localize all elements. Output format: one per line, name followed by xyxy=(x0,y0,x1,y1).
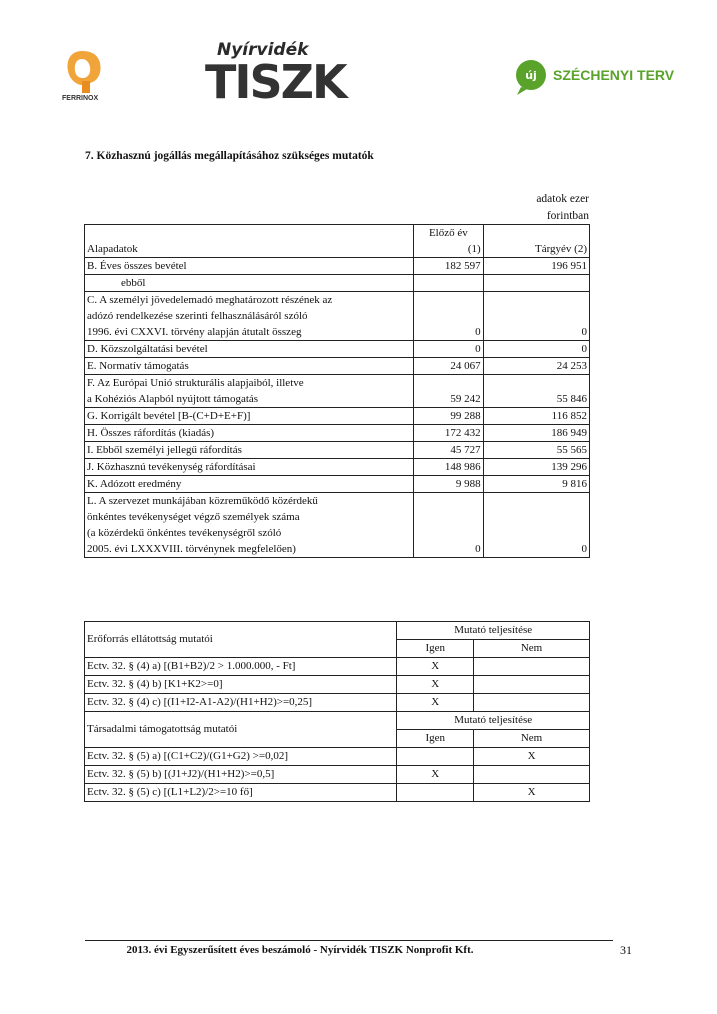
row-current-value: 9 816 xyxy=(483,476,589,493)
table-header-row xyxy=(85,225,590,258)
indicator-row xyxy=(85,748,590,766)
table-row xyxy=(85,459,590,476)
row-current-value: 186 949 xyxy=(483,425,589,442)
row-label-line: L. A szervezet munkájában közreműködő közérdekű xyxy=(87,495,318,507)
indicator-yes: X xyxy=(397,658,474,676)
row-label xyxy=(85,442,414,459)
row-label xyxy=(85,258,414,275)
section1-yes-header: Igen xyxy=(397,640,474,658)
section1-header-row xyxy=(85,622,590,640)
section2-header-row xyxy=(85,712,590,730)
units-line-1: adatok ezer xyxy=(536,193,589,205)
indicator-yes xyxy=(397,784,474,802)
row-label xyxy=(85,292,414,341)
row-current-value: 0 xyxy=(483,341,589,358)
row-current-value: 24 253 xyxy=(483,358,589,375)
table-row xyxy=(85,442,590,459)
table-row xyxy=(85,425,590,442)
row-label-line: 2005. évi LXXXVIII. törvénynek megfelelően) xyxy=(87,543,296,555)
indicator-yes: X xyxy=(397,676,474,694)
row-label xyxy=(85,459,414,476)
row-prev-value: 0 xyxy=(414,341,484,358)
indicator-row xyxy=(85,766,590,784)
row-prev-value: 172 432 xyxy=(414,425,484,442)
row-label-line: 1996. évi CXXVI. törvény alapján átutalt összeg xyxy=(87,326,302,338)
indicator-label: Ectv. 32. § (4) b) [K1+K2>=0] xyxy=(85,676,397,694)
indicator-label: Ectv. 32. § (4) a) [(B1+B2)/2 > 1.000.000, - Ft] xyxy=(85,658,397,676)
table-row xyxy=(85,275,590,292)
indicator-label: Ectv. 32. § (5) c) [(L1+L2)/2>=10 fő] xyxy=(85,784,397,802)
section1-no-header: Nem xyxy=(474,640,590,658)
row-label xyxy=(85,341,414,358)
indicator-row xyxy=(85,784,590,802)
row-label xyxy=(85,408,414,425)
basic-data-table xyxy=(84,224,590,558)
indicator-row xyxy=(85,676,590,694)
indicator-no: X xyxy=(474,784,590,802)
row-label xyxy=(85,476,414,493)
row-prev-value: 182 597 xyxy=(414,258,484,275)
row-current-value: 55 565 xyxy=(483,442,589,459)
indicator-row xyxy=(85,694,590,712)
row-current-value xyxy=(483,275,589,292)
header-prev xyxy=(414,225,484,258)
szechenyi-terv-text: SZÉCHENYI TERV xyxy=(553,67,675,83)
units-line-2: forintban xyxy=(546,210,589,222)
row-label-line: önkéntes tevékenységet végző személyek száma xyxy=(87,511,300,523)
footer-text: 2013. évi Egyszerűsített éves beszámoló - Nyírvidék TISZK Nonprofit Kft. xyxy=(126,944,474,956)
row-label-line: C. A személyi jövedelemadó meghatározott részének az xyxy=(87,294,333,306)
table-row xyxy=(85,476,590,493)
row-prev-value xyxy=(414,275,484,292)
tiszk-logo xyxy=(205,40,355,112)
row-label-line: H. Összes ráfordítás (kiadás) xyxy=(87,427,215,439)
row-current-value: 55 846 xyxy=(483,375,589,408)
svg-text:új: új xyxy=(525,69,537,82)
row-label xyxy=(85,425,414,442)
row-label-line: J. Közhasznú tevékenység ráfordításai xyxy=(87,461,256,473)
row-prev-value: 24 067 xyxy=(414,358,484,375)
row-label xyxy=(85,375,414,408)
indicator-no xyxy=(474,766,590,784)
row-current-value: 0 xyxy=(483,292,589,341)
table-row xyxy=(85,258,590,275)
row-prev-value: 0 xyxy=(414,493,484,558)
indicator-yes xyxy=(397,748,474,766)
table-row xyxy=(85,358,590,375)
row-current-value: 116 852 xyxy=(483,408,589,425)
table-row xyxy=(85,408,590,425)
szechenyi-terv-logo xyxy=(513,55,675,103)
row-label-line: B. Éves összes bevétel xyxy=(87,260,187,272)
row-label xyxy=(85,275,414,292)
indicator-label: Ectv. 32. § (5) b) [(J1+J2)/(H1+H2)>=0,5] xyxy=(85,766,397,784)
row-label-line: D. Közszolgáltatási bevétel xyxy=(87,343,208,355)
header-label: Alapadatok xyxy=(85,225,414,258)
row-label-line: a Kohéziós Alapból nyújtott támogatás xyxy=(87,393,259,405)
row-label-line: K. Adózott eredmény xyxy=(87,478,182,490)
indicator-table xyxy=(84,621,590,802)
indicator-no xyxy=(474,676,590,694)
page-number: 31 xyxy=(620,943,632,957)
indicator-yes: X xyxy=(397,694,474,712)
row-label-line: ebből xyxy=(121,277,146,289)
row-prev-value: 148 986 xyxy=(414,459,484,476)
indicator-no: X xyxy=(474,748,590,766)
section1-group-header: Mutató teljesítése xyxy=(397,622,590,640)
indicator-row xyxy=(85,658,590,676)
szechenyi-leaf-icon xyxy=(513,57,549,97)
row-label-line: E. Normatív támogatás xyxy=(87,360,189,372)
indicator-label: Ectv. 32. § (4) c) [(I1+I2-A1-A2)/(H1+H2)>=0,25] xyxy=(85,694,397,712)
indicator-yes: X xyxy=(397,766,474,784)
indicator-label: Ectv. 32. § (5) a) [(C1+C2)/(G1+G2) >=0,02] xyxy=(85,748,397,766)
header-prev-line-1: Előző év xyxy=(428,227,468,239)
ferrinox-logo xyxy=(60,45,115,115)
footer-divider xyxy=(85,940,613,941)
row-prev-value: 59 242 xyxy=(414,375,484,408)
section2-no-header: Nem xyxy=(474,730,590,748)
units-note xyxy=(536,191,589,225)
tiszk-logo-main: TISZK xyxy=(205,55,346,109)
header-current: Tárgyév (2) xyxy=(483,225,589,258)
section2-yes-header: Igen xyxy=(397,730,474,748)
row-prev-value: 45 727 xyxy=(414,442,484,459)
section2-group-header: Mutató teljesítése xyxy=(397,712,590,730)
table-row xyxy=(85,375,590,408)
row-current-value: 196 951 xyxy=(483,258,589,275)
row-prev-value: 0 xyxy=(414,292,484,341)
row-current-value: 0 xyxy=(483,493,589,558)
ferrinox-logo-text: FERRINOX xyxy=(62,95,99,102)
tiszk-logo-top: Nyírvidék xyxy=(217,40,309,60)
section-title: 7. Közhasznú jogállás megállapításához szükséges mutatók xyxy=(85,150,374,162)
row-label-line: G. Korrigált bevétel [B-(C+D+E+F)] xyxy=(87,410,251,422)
table-row xyxy=(85,493,590,558)
section1-label: Erőforrás ellátottság mutatói xyxy=(85,622,397,658)
row-label-line: (a közérdekű önkéntes tevékenységről szóló xyxy=(87,527,282,539)
row-label-line: I. Ebből személyi jellegű ráfordítás xyxy=(87,444,242,456)
header-prev-line-2: (1) xyxy=(467,243,481,255)
row-label xyxy=(85,493,414,558)
indicator-no xyxy=(474,694,590,712)
row-current-value: 139 296 xyxy=(483,459,589,476)
row-label-line: adózó rendelkezése szerinti felhasználásáról szóló xyxy=(87,310,308,322)
indicator-no xyxy=(474,658,590,676)
section2-label: Társadalmi támogatottság mutatói xyxy=(85,712,397,748)
row-label xyxy=(85,358,414,375)
table-row xyxy=(85,292,590,341)
row-prev-value: 99 288 xyxy=(414,408,484,425)
row-prev-value: 9 988 xyxy=(414,476,484,493)
row-label-line: F. Az Európai Unió strukturális alapjaiból, illetve xyxy=(87,377,304,389)
table-row xyxy=(85,341,590,358)
